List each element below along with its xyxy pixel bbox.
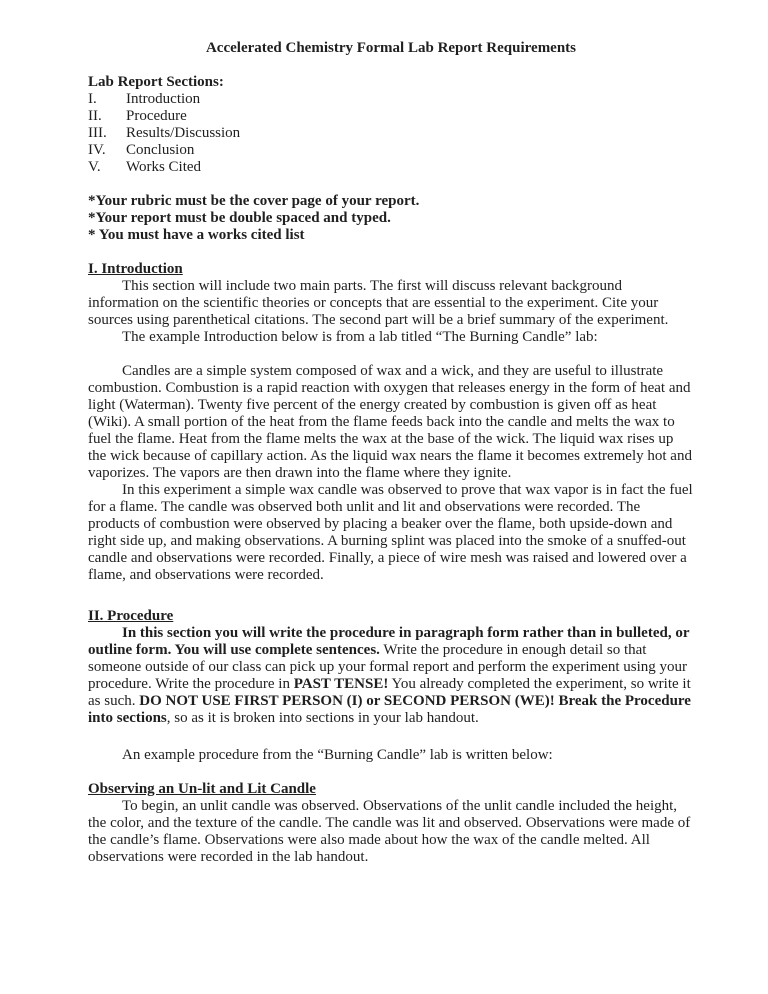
example-intro-paragraph-1 [88,363,694,482]
list-item [88,91,694,108]
list-item-label: Results/Discussion [126,125,241,141]
doc-title: Accelerated Chemistry Formal Lab Report Requirements [205,40,577,56]
bold-run: In this section you will write the procedure in paragraph form rather than in bulleted, or outline form. You will use complete sentences. [88,625,690,658]
spacer [88,346,694,363]
sections-list [88,91,694,176]
observing-paragraph [88,798,694,866]
procedure-paragraph [88,625,694,727]
list-item-numeral: II. [88,108,102,124]
note-rubric: *Your rubric must be the cover page of your report. [88,193,420,209]
spacer [88,727,694,747]
text-run: You already completed the experiment, so write it as such. [88,676,691,709]
doc-body [88,57,694,866]
list-item-numeral: V. [88,159,101,175]
heading-procedure: II. Procedure [88,608,174,624]
note-works-cited: * You must have a works cited list [88,227,305,243]
spacer [88,584,694,608]
heading-introduction: I. Introduction [88,261,183,277]
list-item-label: Procedure [126,108,187,124]
spacer [88,764,694,781]
list-item [88,159,694,176]
list-item-numeral: III. [88,125,107,141]
text-run: An example procedure from the “Burning Candle” lab is written below: [122,747,553,763]
list-item [88,142,694,159]
spacer [88,176,694,193]
intro-paragraph-1 [88,278,694,329]
spacer [88,57,694,74]
note-double-spaced: *Your report must be double spaced and typed. [88,210,391,226]
example-intro-paragraph-2 [88,482,694,584]
sections-label: Lab Report Sections: [88,74,224,90]
text-run: This section will include two main parts. The first will discuss relevant background information on the scientific theories or concepts that are essential to the experiment. Cite your sources using parenthetical citations. The second part will be a brief summary of the experiment. [88,278,669,328]
heading-observing-candle: Observing an Un-lit and Lit Candle [88,781,316,797]
text-run: , so as it is broken into sections in your lab handout. [166,710,479,726]
bold-run: PAST TENSE! [293,676,389,692]
text-run: The example Introduction below is from a lab titled “The Burning Candle” lab: [122,329,598,345]
text-run: Candles are a simple system composed of wax and a wick, and they are useful to illustrate combustion. Combustion is a rapid reaction with oxygen that releases energy in the form of heat and light (Waterman). Twenty five percent of the energy created by combustion is given off as heat (Wiki). A small portion of the heat from the flame feeds back into the candle and melts the wax to fuel the flame. Heat from the flame melts the wax at the base of the wick. The liquid wax rises up the wick because of capillary action. As the liquid wax nears the flame it becomes extremely hot and vaporizes. The vapors are then drawn into the flame where they ignite. [88,363,692,481]
list-item-numeral: IV. [88,142,106,158]
list-item-label: Conclusion [126,142,195,158]
spacer [88,244,694,261]
text-run: To begin, an unlit candle was observed. Observations of the unlit candle included the height, the color, and the texture of the candle. The candle was lit and observed. Observations were made of the candle’s flame. Observations were also made about how the wax of the candle melted. All observations were recorded in the lab handout. [88,798,691,865]
intro-paragraph-2 [88,329,694,346]
list-item [88,108,694,125]
list-item-label: Introduction [126,91,201,107]
bold-run: DO NOT USE FIRST PERSON (I) or SECOND PERSON (WE)! Break the Procedure into sections [88,693,691,726]
list-item [88,125,694,142]
list-item-label: Works Cited [126,159,202,175]
text-run: In this experiment a simple wax candle was observed to prove that wax vapor is in fact the fuel for a flame. The candle was observed both unlit and lit and observations were recorded. The products of combustion were observed by placing a beaker over the flame, both upside-down and right side up, and making observations. A burning splint was placed into the smoke of a snuffed-out candle and observations were recorded. Finally, a piece of wire mesh was raised and lowered over a flame, and observations were recorded. [88,482,693,583]
list-item-numeral: I. [88,91,97,107]
text-run: Write the procedure in enough detail so that someone outside of our class can pick up your formal report and perform the experiment using your procedure. Write the procedure in [88,642,687,692]
example-procedure-intro [88,747,694,764]
